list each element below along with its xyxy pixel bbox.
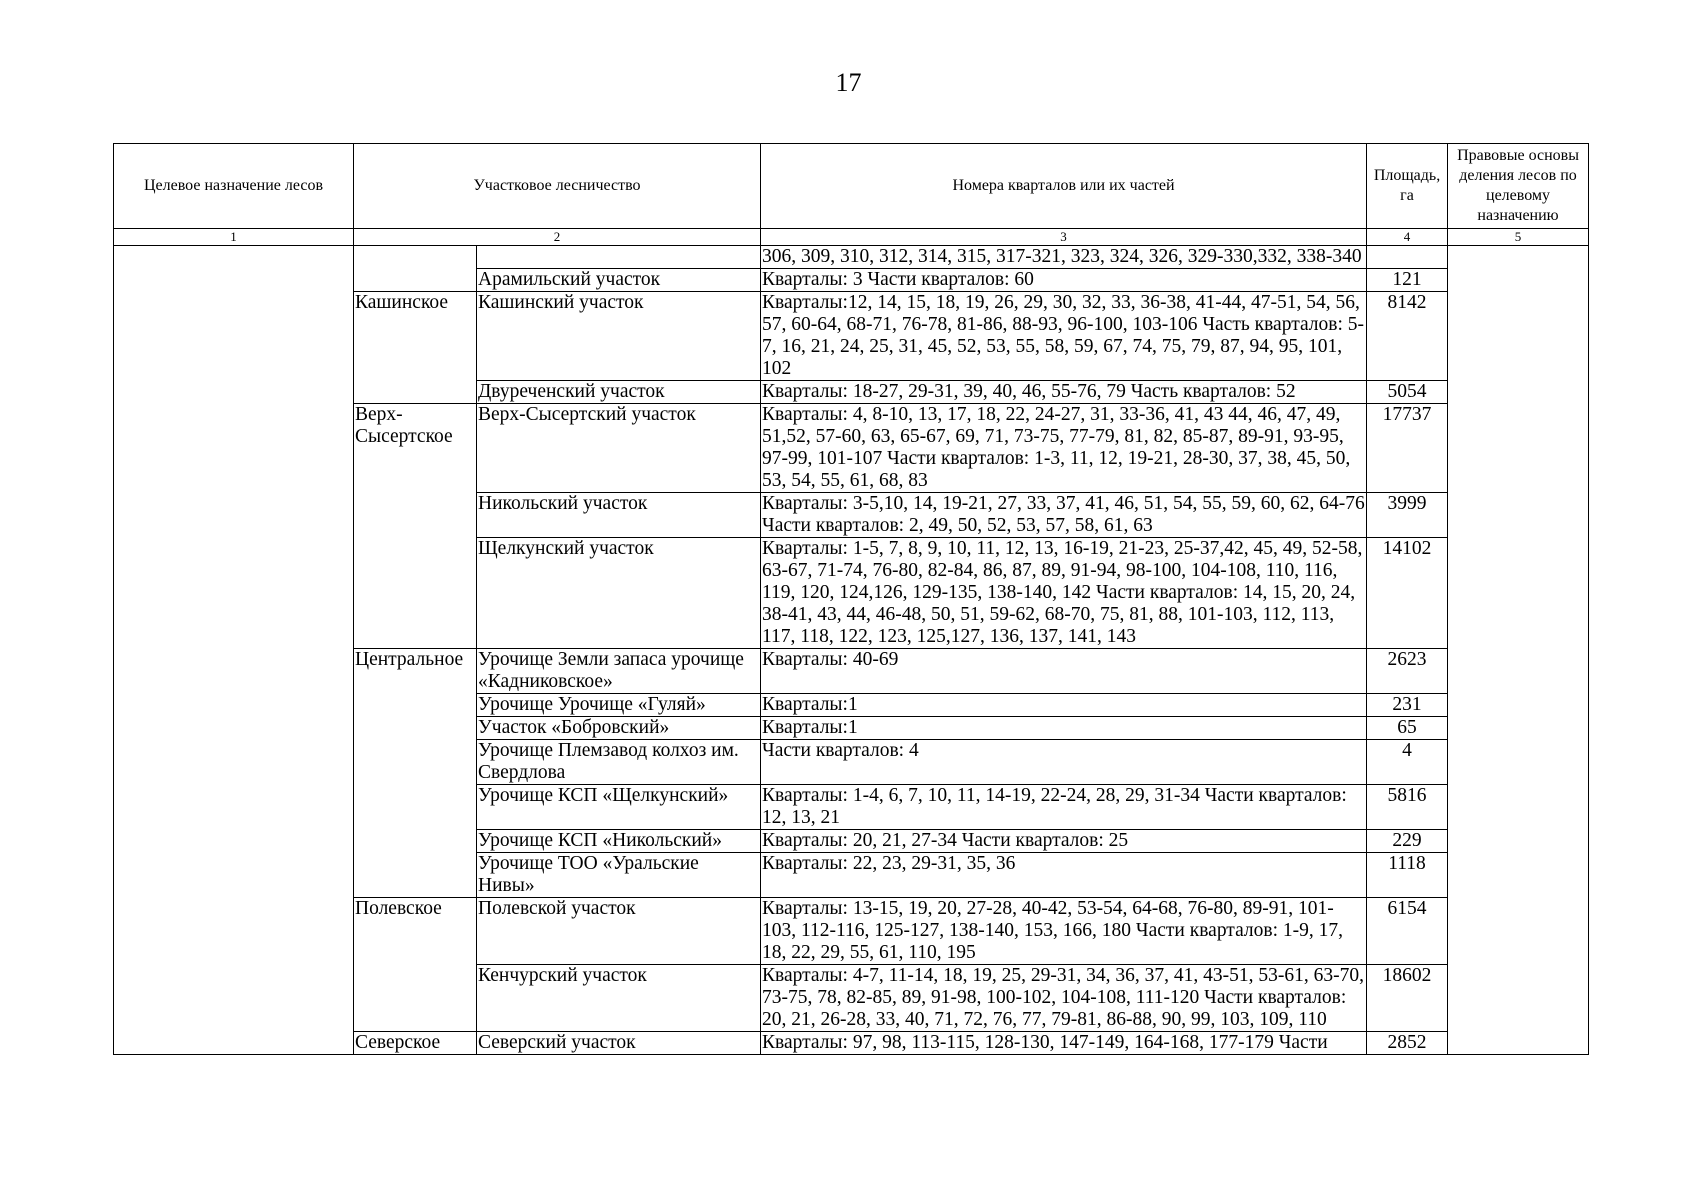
area-cell: 231	[1367, 694, 1448, 717]
column-index: 2	[354, 229, 761, 246]
quarters-cell: Кварталы: 13-15, 19, 20, 27-28, 40-42, 53-54, 64-68, 76-80, 89-91, 101-103, 112-116, 125-127, 138-140, 153, 166, 180 Части кварталов: 1-9, 17, 18, 22, 29, 55, 61, 110, 195	[761, 898, 1367, 965]
forest-division-table	[113, 143, 1589, 1055]
district-cell: Центральное	[354, 649, 477, 898]
area-cell: 65	[1367, 717, 1448, 740]
area-cell: 3999	[1367, 493, 1448, 538]
section-cell: Кашинский участок	[477, 292, 761, 381]
area-cell: 6154	[1367, 898, 1448, 965]
header-purpose: Целевое назначение лесов	[114, 144, 354, 229]
column-index: 4	[1367, 229, 1448, 246]
section-cell: Урочище Земли запаса урочище «Кадниковское»	[477, 649, 761, 694]
quarters-cell: Кварталы: 40-69	[761, 649, 1367, 694]
area-cell: 121	[1367, 269, 1448, 292]
header-area: Площадь, га	[1367, 144, 1448, 229]
section-cell	[477, 246, 761, 269]
section-cell: Полевской участок	[477, 898, 761, 965]
quarters-cell: Кварталы: 20, 21, 27-34 Части кварталов: 25	[761, 830, 1367, 853]
header-forestry: Участковое лесничество	[354, 144, 761, 229]
area-cell: 17737	[1367, 404, 1448, 493]
quarters-cell: Кварталы: 3 Части кварталов: 60	[761, 269, 1367, 292]
column-index-row	[114, 229, 1589, 246]
page-number: 17	[835, 68, 862, 97]
section-cell: Арамильский участок	[477, 269, 761, 292]
area-cell: 2852	[1367, 1032, 1448, 1055]
quarters-cell: Кварталы:12, 14, 15, 18, 19, 26, 29, 30, 32, 33, 36-38, 41-44, 47-51, 54, 56, 57, 60-64, 68-71, 76-78, 81-86, 88-93, 96-100, 103-106 Часть кварталов: 5-7, 16, 21, 24, 25, 31, 45, 52, 53, 55, 58, 59, 67, 74, 75, 79, 87, 94, 95, 101, 102	[761, 292, 1367, 381]
table-header-row	[114, 144, 1589, 229]
area-cell: 14102	[1367, 538, 1448, 649]
district-cell: Северское	[354, 1032, 477, 1055]
header-quarters: Номера кварталов или их частей	[761, 144, 1367, 229]
quarters-cell: Кварталы: 97, 98, 113-115, 128-130, 147-149, 164-168, 177-179 Части	[761, 1032, 1367, 1055]
area-cell: 8142	[1367, 292, 1448, 381]
section-cell: Верх-Сысертский участок	[477, 404, 761, 493]
quarters-cell: Кварталы: 4, 8-10, 13, 17, 18, 22, 24-27, 31, 33-36, 41, 43 44, 46, 47, 49, 51,52, 57-60, 63, 65-67, 69, 71, 73-75, 77-79, 81, 82, 85-87, 89-91, 93-95, 97-99, 101-107 Части кварталов: 1-3, 11, 12, 19-21, 28-30, 37, 38, 45, 50, 53, 54, 55, 61, 68, 83	[761, 404, 1367, 493]
section-cell: Никольский участок	[477, 493, 761, 538]
column-index: 1	[114, 229, 354, 246]
quarters-cell: 306, 309, 310, 312, 314, 315, 317-321, 323, 324, 326, 329-330,332, 338-340	[761, 246, 1367, 269]
section-cell: Щелкунский участок	[477, 538, 761, 649]
district-cell	[354, 246, 477, 292]
quarters-cell: Части кварталов: 4	[761, 740, 1367, 785]
quarters-cell: Кварталы: 18-27, 29-31, 39, 40, 46, 55-76, 79 Часть кварталов: 52	[761, 381, 1367, 404]
purpose-cell	[114, 246, 354, 1055]
district-cell: Полевское	[354, 898, 477, 1032]
area-cell: 5054	[1367, 381, 1448, 404]
column-index: 3	[761, 229, 1367, 246]
area-cell: 18602	[1367, 965, 1448, 1032]
section-cell: Урочище КСП «Никольский»	[477, 830, 761, 853]
quarters-cell: Кварталы: 3-5,10, 14, 19-21, 27, 33, 37, 41, 46, 51, 54, 55, 59, 60, 62, 64-76 Части кварталов: 2, 49, 50, 52, 53, 57, 58, 61, 63	[762, 493, 1365, 536]
quarters-cell: Кварталы: 4-7, 11-14, 18, 19, 25, 29-31, 34, 36, 37, 41, 43-51, 53-61, 63-70, 73-75, 78, 82-85, 89, 91-98, 100-102, 104-108, 111-120 Части кварталов: 20, 21, 26-28, 33, 40, 71, 72, 76, 77, 79-81, 86-88, 90, 99, 103, 109, 110	[761, 965, 1367, 1032]
legal-basis-cell	[1448, 246, 1589, 1055]
area-cell	[1367, 246, 1448, 269]
quarters-cell: Кварталы: 1-5, 7, 8, 9, 10, 11, 12, 13, 16-19, 21-23, 25-37,42, 45, 49, 52-58, 63-67, 71-74, 76-80, 82-84, 86, 87, 89, 91-94, 98-100, 104-108, 110, 116, 119, 120, 124,126, 129-135, 138-140, 142 Части кварталов: 14, 15, 20, 24, 38-41, 43, 44, 46-48, 50, 51, 59-62, 68-70, 75, 81, 88, 101-103, 112, 113, 117, 118, 122, 123, 125,127, 136, 137, 141, 143	[761, 538, 1367, 649]
section-cell: Двуреченский участок	[477, 381, 761, 404]
quarters-cell: Кварталы:1	[761, 717, 1367, 740]
section-cell: Северский участок	[477, 1032, 761, 1055]
header-legal-basis: Правовые основы деления лесов по целевому назначению	[1448, 144, 1589, 229]
section-cell: Урочище Урочище «Гуляй»	[477, 694, 761, 717]
section-cell: Урочище ТОО «Уральские Нивы»	[477, 853, 761, 898]
district-cell: Верх-Сысертское	[354, 404, 477, 649]
area-cell: 5816	[1367, 785, 1448, 830]
area-cell: 2623	[1367, 649, 1448, 694]
section-cell: Кенчурский участок	[477, 965, 761, 1032]
area-cell: 1118	[1367, 853, 1448, 898]
area-cell: 4	[1367, 740, 1448, 785]
district-cell: Кашинское	[354, 292, 477, 404]
quarters-cell: Кварталы: 1-4, 6, 7, 10, 11, 14-19, 22-24, 28, 29, 31-34 Части кварталов: 12, 13, 21	[761, 785, 1367, 830]
table-row	[114, 246, 1589, 269]
section-cell: Участок «Бобровский»	[477, 717, 761, 740]
column-index: 5	[1448, 229, 1589, 246]
quarters-cell: Кварталы:1	[761, 694, 1367, 717]
section-cell: Урочище Племзавод колхоз им. Свердлова	[477, 740, 761, 785]
section-cell: Урочище КСП «Щелкунский»	[477, 785, 761, 830]
area-cell: 229	[1367, 830, 1448, 853]
quarters-cell: Кварталы: 22, 23, 29-31, 35, 36	[761, 853, 1367, 898]
